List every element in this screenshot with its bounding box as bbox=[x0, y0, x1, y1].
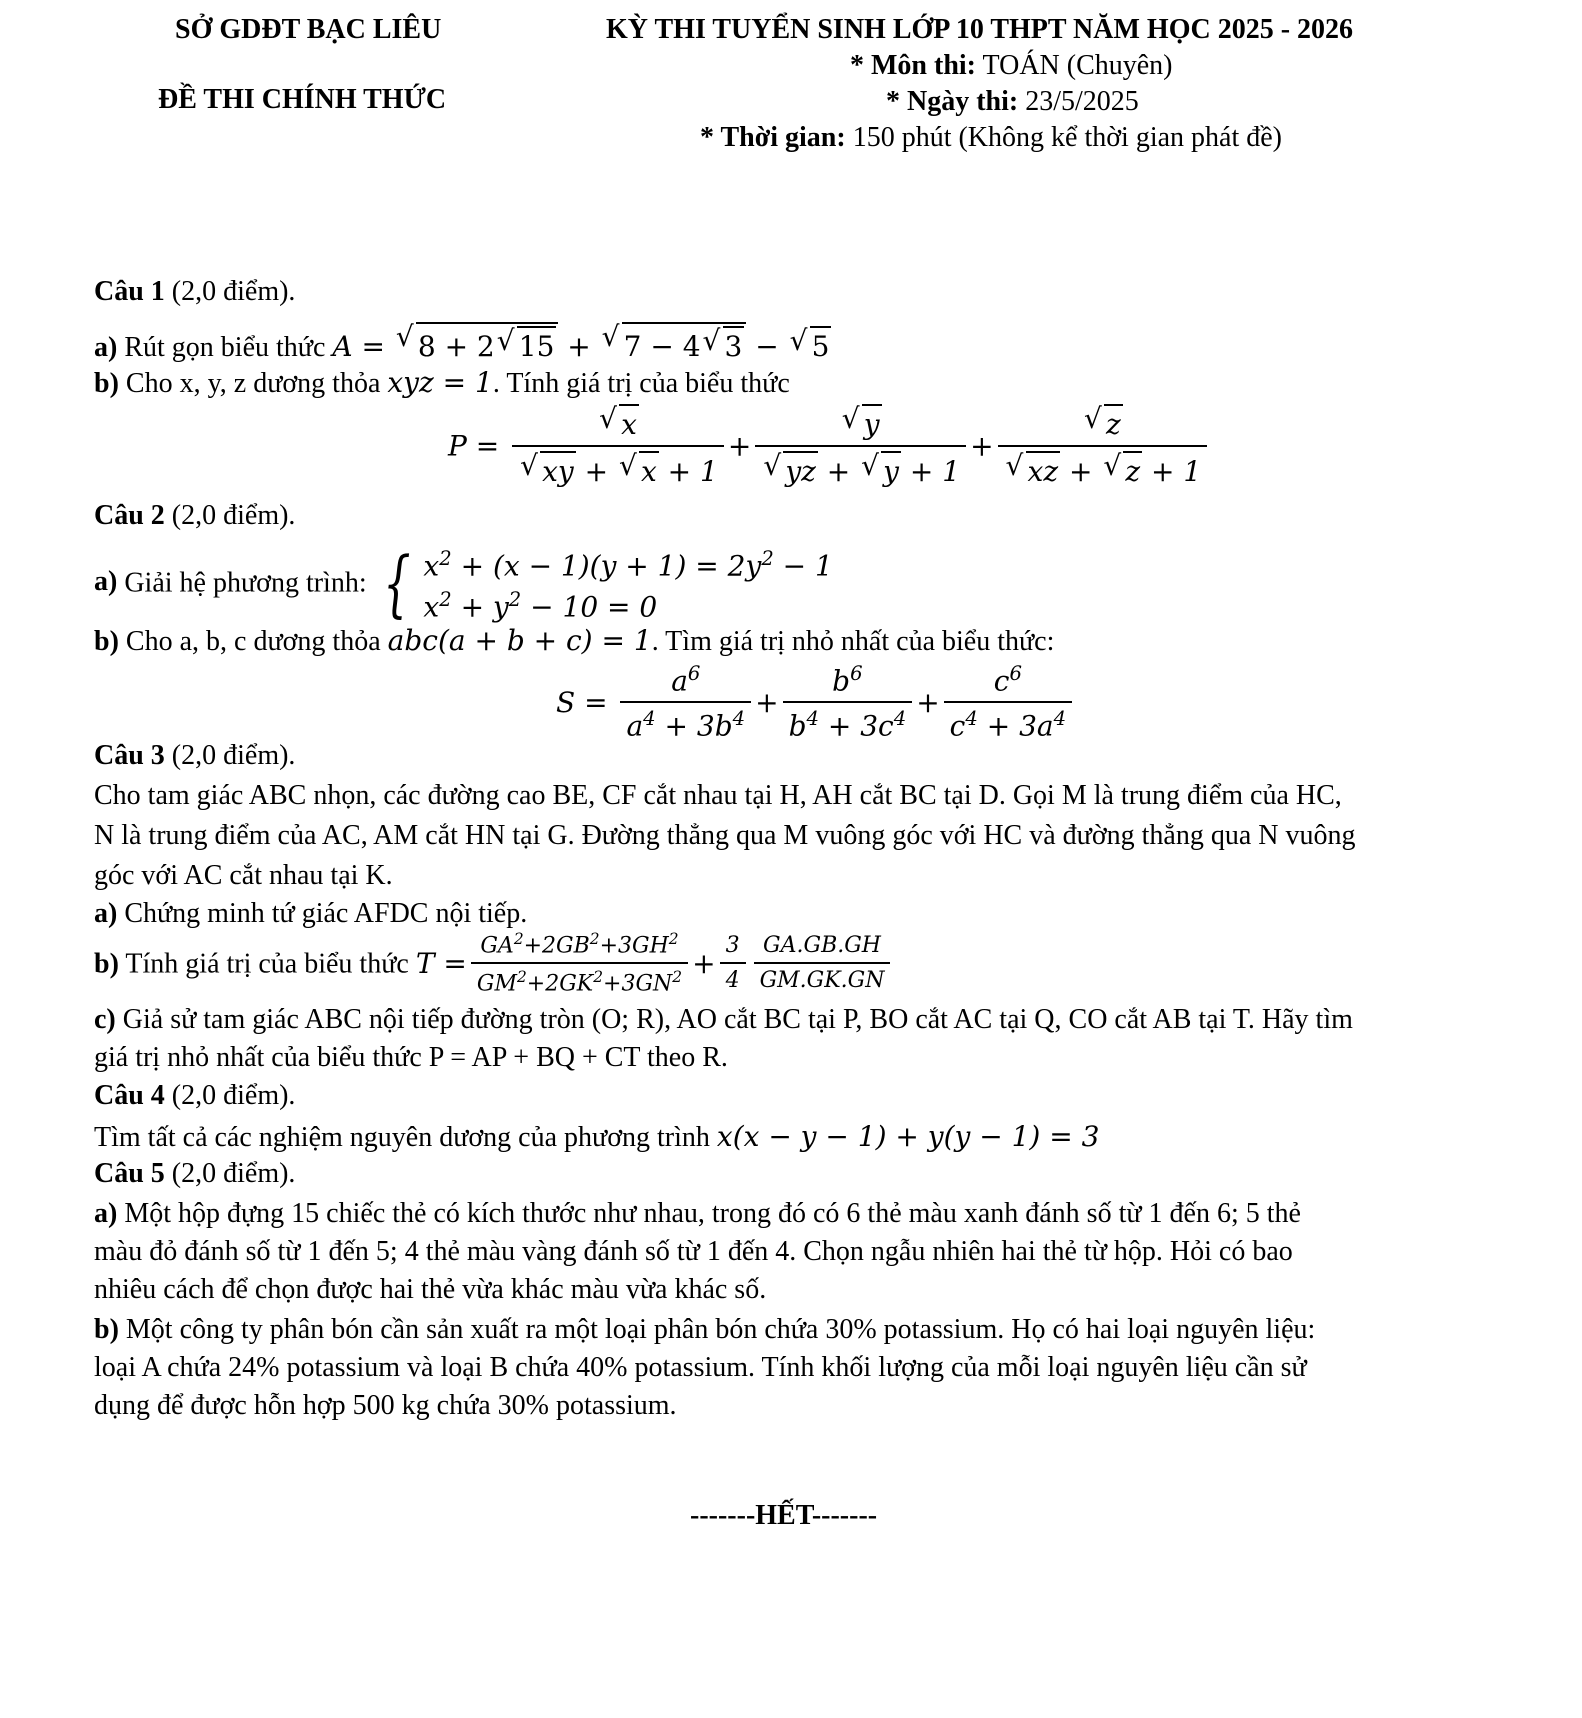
q5-title: Câu 5 bbox=[94, 1158, 165, 1189]
q3a-text: Chứng minh tứ giác AFDC nội tiếp. bbox=[117, 898, 528, 929]
q3c-label: c) bbox=[94, 1004, 116, 1035]
dept-name: SỞ GDĐT BẠC LIÊU bbox=[175, 14, 442, 45]
q5b-text1: Một công ty phân bón cần sản xuất ra một loại phân bón chứa 30% potassium. Họ có hai loại nguyên liệu: bbox=[118, 1314, 1316, 1345]
q3-intro-line1: Cho tam giác ABC nhọn, các đường cao BE, CF cắt nhau tại H, AH cắt BC tại D. Gọi M là trung điểm của HC, bbox=[94, 780, 1342, 811]
end-marker: -------HẾT------- bbox=[690, 1500, 878, 1531]
q4-title: Câu 4 bbox=[94, 1080, 165, 1111]
q2b-text2: . Tìm giá trị nhỏ nhất của biểu thức: bbox=[651, 626, 1055, 657]
q1-heading bbox=[94, 276, 295, 308]
q2b bbox=[94, 624, 1054, 658]
q4-text: Tìm tất cả các nghiệm nguyên dương của phương trình bbox=[94, 1122, 717, 1153]
q3b-label: b) bbox=[94, 948, 119, 980]
q2-title: Câu 2 bbox=[94, 500, 165, 531]
q5b-line1 bbox=[94, 1314, 1315, 1346]
q2b-text: Cho a, b, c dương thỏa bbox=[118, 626, 388, 657]
q1b-condition: xyz = 1 bbox=[387, 366, 493, 399]
q5-points: (2,0 điểm). bbox=[164, 1158, 296, 1189]
q5a-line1 bbox=[94, 1198, 1301, 1230]
q1-title: Câu 1 bbox=[94, 276, 165, 307]
q2b-formula-S: S = $\frac{a^6}{a^4 + 3b^4}$ + $\frac{b^6}{b^4 + 3c^4}$ + $\frac{c^6}{c^4 + 3a^4}$ bbox=[556, 662, 1076, 743]
q1a-formula: A = √ 8 + 2√ 15 + √ 7 − 4√ 3 − √ 5 bbox=[332, 330, 831, 363]
q2b-label: b) bbox=[94, 626, 119, 657]
q3a bbox=[94, 898, 527, 930]
subject-label: * Môn thi: bbox=[850, 50, 976, 81]
q1-points: (2,0 điểm). bbox=[164, 276, 296, 307]
q3c-text1: Giả sử tam giác ABC nội tiếp đường tròn (O; R), AO cắt BC tại P, BO cắt AC tại Q, CO cắt AB tại T. Hãy tìm bbox=[115, 1004, 1353, 1035]
time-line bbox=[700, 122, 1282, 154]
q3c-line1 bbox=[94, 1004, 1353, 1036]
time-label: * Thời gian: bbox=[700, 122, 846, 153]
official-label: ĐỀ THI CHÍNH THỨC bbox=[158, 84, 447, 115]
q1a-label: a) bbox=[94, 332, 118, 363]
time-value: 150 phút (Không kể thời gian phát đề) bbox=[845, 122, 1282, 153]
q2-points: (2,0 điểm). bbox=[164, 500, 296, 531]
q2a bbox=[94, 542, 833, 625]
q1b-text2: . Tính giá trị của biểu thức bbox=[492, 368, 790, 399]
q3-title: Câu 3 bbox=[94, 740, 165, 771]
q1a bbox=[94, 322, 831, 364]
subject-value: TOÁN (Chuyên) bbox=[976, 50, 1173, 81]
q5b-line3: dụng để được hỗn hợp 500 kg chứa 30% potassium. bbox=[94, 1390, 677, 1421]
q4-heading bbox=[94, 1080, 295, 1112]
exam-title: KỲ THI TUYỂN SINH LỚP 10 THPT NĂM HỌC 2025 - 2026 bbox=[606, 14, 1354, 45]
q5b-label: b) bbox=[94, 1314, 119, 1345]
date-line bbox=[886, 86, 1139, 118]
q3b bbox=[94, 930, 894, 997]
q3c-line2: giá trị nhỏ nhất của biểu thức P = AP + BQ + CT theo R. bbox=[94, 1042, 728, 1073]
q1b bbox=[94, 366, 790, 400]
q5b-line2: loại A chứa 24% potassium và loại B chứa 40% potassium. Tính khối lượng của mỗi loại nguyên liệu cần sử bbox=[94, 1352, 1307, 1383]
q1b-label: b) bbox=[94, 368, 119, 399]
q3b-formula: T = $\frac{GA^2+2GB^2+3GH^2}{GM^2+2GK^2+3GN^2}$ + $\frac{3}{4}$ $\frac{GA.GB.GH}{GM.GK.GN}$ bbox=[416, 945, 895, 978]
q3-intro-line2: N là trung điểm của AC, AM cắt HN tại G. Đường thẳng qua M vuông góc với HC và đường thẳng qua N vuông bbox=[94, 820, 1356, 851]
q5a-text1: Một hộp đựng 15 chiếc thẻ có kích thước như nhau, trong đó có 6 thẻ màu xanh đánh số từ 1 đến 6; 5 thẻ bbox=[117, 1198, 1301, 1229]
q4-equation: x(x − y − 1) + y(y − 1) = 3 bbox=[716, 1120, 1100, 1153]
q2a-label: a) bbox=[94, 565, 118, 597]
q5a-line2: màu đỏ đánh số từ 1 đến 5; 4 thẻ màu vàng đánh số từ 1 đến 4. Chọn ngẫu nhiên hai thẻ từ hộp. Hỏi có bao bbox=[94, 1236, 1293, 1267]
q5-heading bbox=[94, 1158, 295, 1190]
q5a-line3: nhiêu cách để chọn được hai thẻ vừa khác màu vừa khác số. bbox=[94, 1274, 767, 1305]
q4-points: (2,0 điểm). bbox=[164, 1080, 296, 1111]
date-label: * Ngày thi: bbox=[886, 86, 1019, 117]
q1a-text: Rút gọn biểu thức bbox=[117, 332, 333, 363]
subject-line bbox=[850, 50, 1173, 82]
q1b-formula-P: P = √ x √ xy + √ x + 1 + √ y √ yz + √ y + 1 + √ z √ xz + √ z + 1 bbox=[448, 404, 1211, 488]
date-value: 23/5/2025 bbox=[1018, 86, 1139, 117]
q2a-text: Giải hệ phương trình: bbox=[117, 567, 374, 599]
q5a-label: a) bbox=[94, 1198, 118, 1229]
q2b-condition: abc(a + b + c) = 1 bbox=[387, 624, 652, 657]
q3a-label: a) bbox=[94, 898, 118, 929]
q2-heading bbox=[94, 500, 295, 532]
q3-intro-line3: góc với AC cắt nhau tại K. bbox=[94, 860, 393, 891]
q2a-system: { $x^2 + (x - 1)(y + 1) = 2y^2 - 1$ $x^2 + y^2 - 10 = 0$ bbox=[382, 541, 833, 626]
q4-body bbox=[94, 1120, 1099, 1154]
q1b-text: Cho x, y, z dương thỏa bbox=[118, 368, 388, 399]
q3b-text: Tính giá trị của biểu thức bbox=[118, 948, 416, 980]
q3-heading bbox=[94, 740, 295, 772]
q3-points: (2,0 điểm). bbox=[164, 740, 296, 771]
